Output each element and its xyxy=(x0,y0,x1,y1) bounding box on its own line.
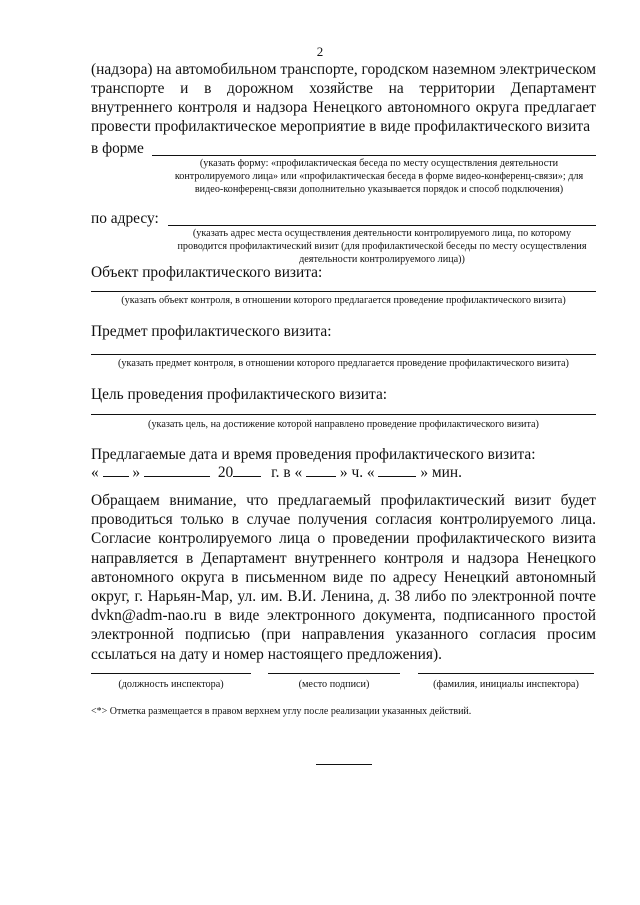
signature-line[interactable] xyxy=(268,673,400,674)
footnote: <*> Отметка размещается в правом верхнем углу после реализации указанных действий. xyxy=(91,706,472,717)
form-field-line[interactable] xyxy=(152,155,596,156)
goal-field-line[interactable] xyxy=(91,414,596,415)
end-divider xyxy=(316,764,372,765)
address-caption: (указать адрес места осуществления деятельности контролируемого лица, по которому проводится профилактический визит (для профилактической беседы по месту осуществления деятельности контролируемого лица)) xyxy=(177,228,587,265)
object-field-line[interactable] xyxy=(91,291,596,292)
date-close-quote: » xyxy=(132,464,141,481)
name-caption: (фамилия, инициалы инспектора) xyxy=(433,679,579,690)
year-suffix: г. в « xyxy=(271,464,303,481)
form-caption: (указать форму: «профилактическая беседа по месту осуществления деятельности контролируемого лица» или «профилактическая беседа в форме видео-конференц-связи»; для видео-конференц-связи дополнительно указывается порядок и способ подключения) xyxy=(174,158,584,195)
goal-caption: (указать цель, на достижение которой направлено проведение профилактического визита) xyxy=(148,419,539,430)
subject-field-line[interactable] xyxy=(91,354,596,355)
hours-field[interactable] xyxy=(306,464,336,477)
name-signature-line[interactable] xyxy=(418,673,594,674)
position-caption: (должность инспектора) xyxy=(118,679,224,690)
address-label: по адресу: xyxy=(91,210,159,227)
year-prefix: 20 xyxy=(217,464,234,481)
signature-caption: (место подписи) xyxy=(298,679,370,690)
object-label: Объект профилактического визита: xyxy=(91,264,323,281)
date-open-quote: « xyxy=(91,464,99,481)
intro-paragraph: (надзора) на автомобильном транспорте, городском наземном электрическом транспорте и в дорожном хозяйстве на территории Департамент внутреннего контроля и надзора Ненецкого автономного округа предлагает провести профилактическое мероприятие в виде профилактического визита xyxy=(91,61,597,135)
page-number: 2 xyxy=(316,44,324,59)
minutes-label: » мин. xyxy=(420,464,462,481)
month-field[interactable] xyxy=(144,464,210,477)
day-field[interactable] xyxy=(103,464,129,477)
position-signature-line[interactable] xyxy=(91,673,251,674)
hours-label: » ч. « xyxy=(339,464,375,481)
object-caption: (указать объект контроля, в отношении которого предлагается проведение профилактического визита) xyxy=(121,295,566,306)
date-label: Предлагаемые дата и время проведения профилактического визита: xyxy=(91,446,536,463)
minutes-field[interactable] xyxy=(378,464,416,477)
date-line xyxy=(91,464,462,482)
year-field[interactable] xyxy=(233,464,261,477)
address-field-line[interactable] xyxy=(168,225,596,226)
subject-label: Предмет профилактического визита: xyxy=(91,323,332,340)
subject-caption: (указать предмет контроля, в отношении которого предлагается проведение профилактического визита) xyxy=(118,358,569,369)
form-label: в форме xyxy=(91,140,144,157)
goal-label: Цель проведения профилактического визита: xyxy=(91,386,388,403)
notice-paragraph: Обращаем внимание, что предлагаемый профилактический визит будет проводиться только в случае получения согласия контролируемого лица. Согласие контролируемого лица о проведении профилактического визита направляется в Департамент внутреннего контроля и надзора Ненецкого автономного округа в письменном виде по адресу Ненецкий автономный округ, г. Нарьян-Мар, ул. им. В.И. Ленина, д. 38 либо по электронной почте dvkn@adm-nao.ru в виде электронного документа, подписанного простой электронной подписью (при направления указанного согласия просим ссылаться на дату и номер настоящего предложения). xyxy=(91,492,596,663)
